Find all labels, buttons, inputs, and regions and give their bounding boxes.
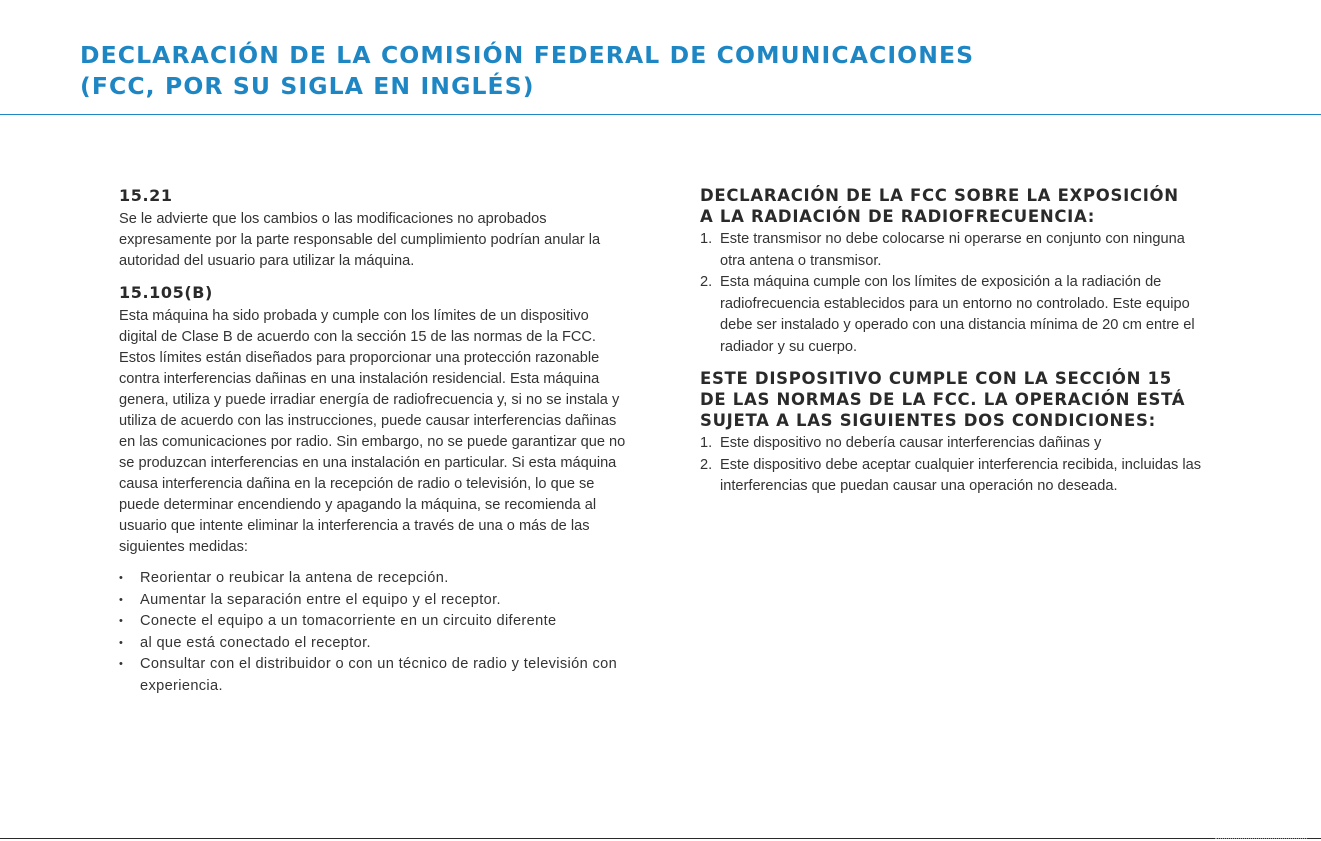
conditions-list (700, 433, 1245, 498)
body-line: puede determinar encendiendo y apagando la máquina, se recomienda al (119, 497, 597, 513)
bullet-dot-icon: • (119, 593, 124, 606)
bullet-text: experiencia. (140, 677, 223, 694)
body-line: autoridad del usuario para utilizar la máquina. (119, 253, 415, 269)
header-divider (0, 114, 1321, 115)
item-text: Este dispositivo no debería causar interferencias dañinas y (720, 435, 1102, 451)
bullet-item (119, 590, 664, 612)
item-number: 1. (700, 435, 713, 451)
body-line: contra interferencias dañinas en una instalación residencial. Esta máquina (119, 371, 600, 387)
section-heading-15-21: 15.21 (119, 186, 173, 205)
heading-line: A LA RADIACIÓN DE RADIOFRECUENCIA: (700, 207, 1096, 226)
body-line: Estos límites están diseñados para proporcionar una protección razonable (119, 350, 600, 366)
heading-line: ESTE DISPOSITIVO CUMPLE CON LA SECCIÓN 15 (700, 369, 1172, 388)
item-number: 2. (700, 274, 713, 290)
section-heading-15-105b: 15.105(B) (119, 283, 213, 302)
numbered-item (700, 229, 1245, 272)
body-line: digital de Clase B de acuerdo con la sección 15 de las normas de la FCC. (119, 329, 596, 345)
body-line: se produzcan interferencias en una instalación en particular. Si esta máquina (119, 455, 617, 471)
bullet-item (119, 568, 664, 590)
body-line: causa interferencia dañina en la recepción de radio o televisión, lo que se (119, 476, 595, 492)
item-text: interferencias que puedan causar una operación no deseada. (720, 478, 1118, 494)
bullet-dot-icon: • (119, 658, 124, 670)
item-text: Este transmisor no debe colocarse ni operarse en conjunto con ninguna (720, 231, 1185, 247)
numbered-item (700, 272, 1245, 358)
item-text: otra antena o transmisor. (720, 252, 882, 269)
body-line: Esta máquina ha sido probada y cumple con los límites de un dispositivo (119, 308, 589, 324)
bullet-text: al que está conectado el receptor. (140, 634, 371, 651)
item-number: 1. (700, 231, 713, 247)
body-line: en las comunicaciones por radio. Sin embargo, no se puede garantizar que no (119, 434, 626, 450)
numbered-item (700, 455, 1245, 498)
remedy-bullet-list (119, 568, 664, 697)
bullet-item (119, 611, 664, 633)
rf-exposure-list (700, 229, 1245, 358)
bullet-dot-icon: • (119, 615, 124, 627)
page-title-line-1: DECLARACIÓN DE LA COMISIÓN FEDERAL DE COMUNICACIONES (80, 41, 975, 69)
heading-line: SUJETA A LAS SIGUIENTES DOS CONDICIONES: (700, 411, 1156, 430)
body-line: expresamente por la parte responsable del cumplimiento podrían anular la (119, 232, 601, 248)
footer-divider (0, 838, 1321, 839)
body-line: genera, utiliza y puede irradiar energía de radiofrecuencia y, si no se instala y (119, 392, 620, 408)
section-heading-part-15-conditions (700, 368, 1245, 431)
numbered-item (700, 433, 1245, 455)
heading-line: DECLARACIÓN DE LA FCC SOBRE LA EXPOSICIÓN (700, 186, 1179, 205)
body-line: Se le advierte que los cambios o las modificaciones no aprobados (119, 211, 547, 227)
bullet-item (119, 654, 664, 697)
bullet-text: Conecte el equipo a un tomacorriente en un circuito diferente (140, 613, 557, 629)
page-title-line-2: (FCC, POR SU SIGLA EN INGLÉS) (80, 72, 535, 100)
body-line: siguientes medidas: (119, 539, 248, 555)
page-header (80, 40, 1260, 102)
item-text: debe ser instalado y operado con una distancia mínima de 20 cm entre el (720, 317, 1195, 333)
item-text: radiador y su cuerpo. (720, 338, 858, 355)
section-15-21-body (119, 209, 664, 272)
item-text: Este dispositivo debe aceptar cualquier interferencia recibida, incluidas las (720, 456, 1202, 473)
bullet-item (119, 633, 664, 655)
bullet-text: Consultar con el distribuidor o con un técnico de radio y televisión con (140, 656, 618, 672)
body-line: usuario que intente eliminar la interferencia a través de una o más de las (119, 518, 590, 534)
bullet-dot-icon: • (119, 636, 124, 649)
bullet-text: Aumentar la separación entre el equipo y el receptor. (140, 591, 501, 608)
section-15-105b-body (119, 306, 664, 558)
heading-line: DE LAS NORMAS DE LA FCC. LA OPERACIÓN ESTÁ (700, 390, 1186, 409)
bullet-dot-icon: • (119, 572, 124, 584)
body-line: utiliza de acuerdo con las instrucciones, puede causar interferencias dañinas (119, 413, 617, 429)
bullet-text: Reorientar o reubicar la antena de recepción. (140, 570, 449, 586)
item-number: 2. (700, 456, 713, 473)
left-column (119, 185, 664, 697)
right-column (700, 185, 1245, 508)
section-heading-rf-exposure (700, 185, 1245, 227)
item-text: Esta máquina cumple con los límites de exposición a la radiación de (720, 274, 1162, 290)
item-text: radiofrecuencia establecidos para un entorno no controlado. Este equipo (720, 295, 1190, 312)
